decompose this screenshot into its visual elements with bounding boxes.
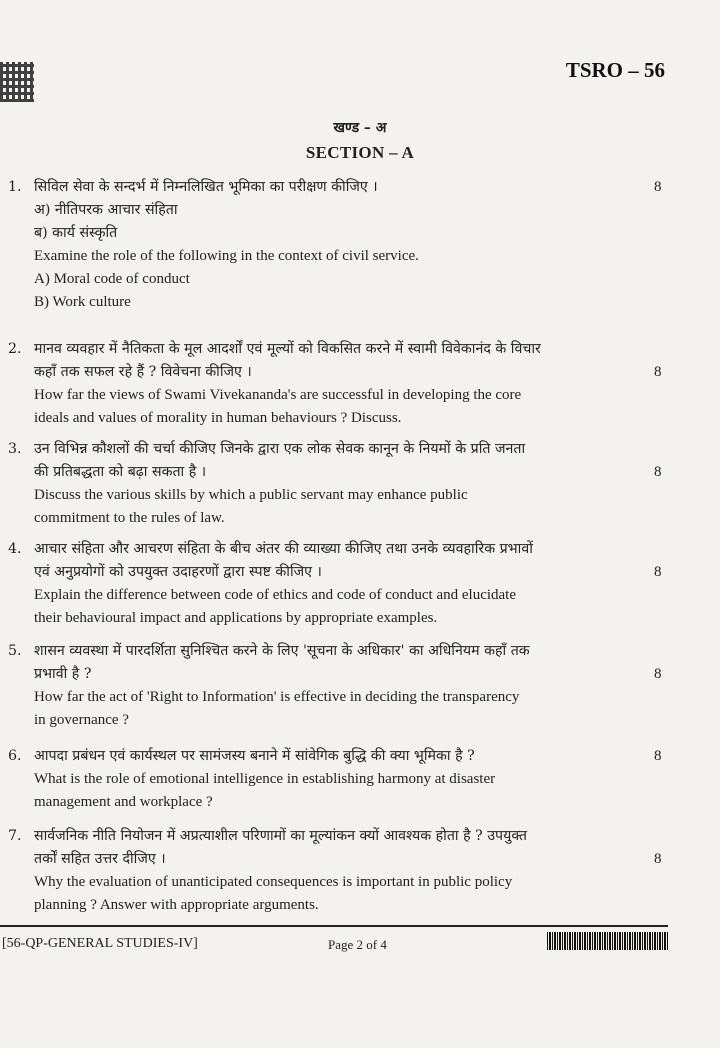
question-line-hindi: मानव व्यवहार में नैतिकता के मूल आदर्शों एवं मूल्यों को विकसित करने में स्वामी विवेकानंद के विचार [34,341,541,357]
question-line-hindi: एवं अनुप्रयोगों को उपयुक्त उदाहरणों द्वारा स्पष्ट कीजिए । [34,564,322,580]
paper-code: TSRO – 56 [565,58,665,82]
question-marks: 8 [654,666,662,682]
question-line-english: commitment to the rules of law. [34,510,225,526]
question-line-english: How far the views of Swami Vivekananda's are successful in developing the core [34,387,522,403]
question-line-english: How far the act of 'Right to Information' is effective in deciding the transparency [34,689,520,705]
question-line-hindi: अ) नीतिपरक आचार संहिता [34,202,178,218]
question-line-english: Examine the role of the following in the context of civil service. [34,248,419,264]
question-marks: 8 [654,464,662,480]
question-number: 7. [8,828,22,844]
question-number: 2. [8,341,22,357]
question-marks: 8 [654,748,662,764]
qr-code [0,62,34,102]
question-line-hindi: आचार संहिता और आचरण संहिता के बीच अंतर की व्याख्या कीजिए तथा उनके व्यवहारिक प्रभावों [34,541,533,557]
question-line-english: their behavioural impact and applications by appropriate examples. [34,610,438,626]
question-text [34,745,644,814]
question-line-hindi: की प्रतिबद्धता को बढ़ा सकता है । [34,464,207,480]
question-text [34,338,644,430]
question-line-english: in governance ? [34,712,129,728]
question-marks: 8 [654,564,662,580]
question-marks: 8 [654,364,662,380]
question-line-english: ideals and values of morality in human behaviours ? Discuss. [34,410,402,426]
question-line-english: Why the evaluation of unanticipated consequences is important in public policy [34,874,513,890]
barcode [547,932,668,950]
question-line-hindi: तर्कों सहित उत्तर दीजिए । [34,851,166,867]
question-line-english: management and workplace ? [34,794,213,810]
question-number: 1. [8,179,22,195]
question-marks: 8 [654,179,662,195]
question-number: 4. [8,541,22,557]
question-line-hindi: सिविल सेवा के सन्दर्भ में निम्नलिखित भूमिका का परीक्षण कीजिए । [34,179,378,195]
question-number: 5. [8,643,22,659]
question-marks: 8 [654,851,662,867]
question-text [34,176,644,314]
question-text [34,438,644,530]
question-line-hindi: शासन व्यवस्था में पारदर्शिता सुनिश्चित करने के लिए 'सूचना के अधिकार' का अधिनियम कहाँ तक [34,643,530,659]
question-line-english: planning ? Answer with appropriate arguments. [34,897,319,913]
question-line-hindi: उन विभिन्न कौशलों की चर्चा कीजिए जिनके द्वारा एक लोक सेवक कानून के नियमों के प्रति जनता [34,441,526,457]
question-line-hindi: प्रभावी है ? [34,666,92,682]
page-number: Page 2 of 4 [328,937,387,952]
question-number: 6. [8,748,22,764]
question-line-hindi: सार्वजनिक नीति नियोजन में अप्रत्याशील परिणामों का मूल्यांकन क्यों आवश्यक होता है ? उपयुक्त [34,828,528,844]
question-line-english: Discuss the various skills by which a public servant may enhance public [34,487,468,503]
question-text [34,538,644,630]
question-number: 3. [8,441,22,457]
question-text [34,825,644,917]
section-title-hindi: खण्ड – अ [333,120,387,136]
question-line-hindi: ब) कार्य संस्कृति [34,225,118,241]
question-line-hindi: आपदा प्रबंधन एवं कार्यस्थल पर सामंजस्य बनाने में सांवेगिक बुद्धि की क्या भूमिका है ? [34,748,475,764]
question-line-hindi: कहाँ तक सफल रहे हैं ? विवेचना कीजिए । [34,364,252,380]
question-line-english: Explain the difference between code of ethics and code of conduct and elucidate [34,587,517,603]
question-line-english: A) Moral code of conduct [34,271,190,287]
question-line-english: What is the role of emotional intelligence in establishing harmony at disaster [34,771,496,787]
footer-divider [0,925,668,927]
question-line-english: B) Work culture [34,294,131,310]
paper-identifier: [56-QP-GENERAL STUDIES-IV] [2,936,198,951]
question-text [34,640,644,732]
section-title-english: SECTION – A [305,143,415,162]
